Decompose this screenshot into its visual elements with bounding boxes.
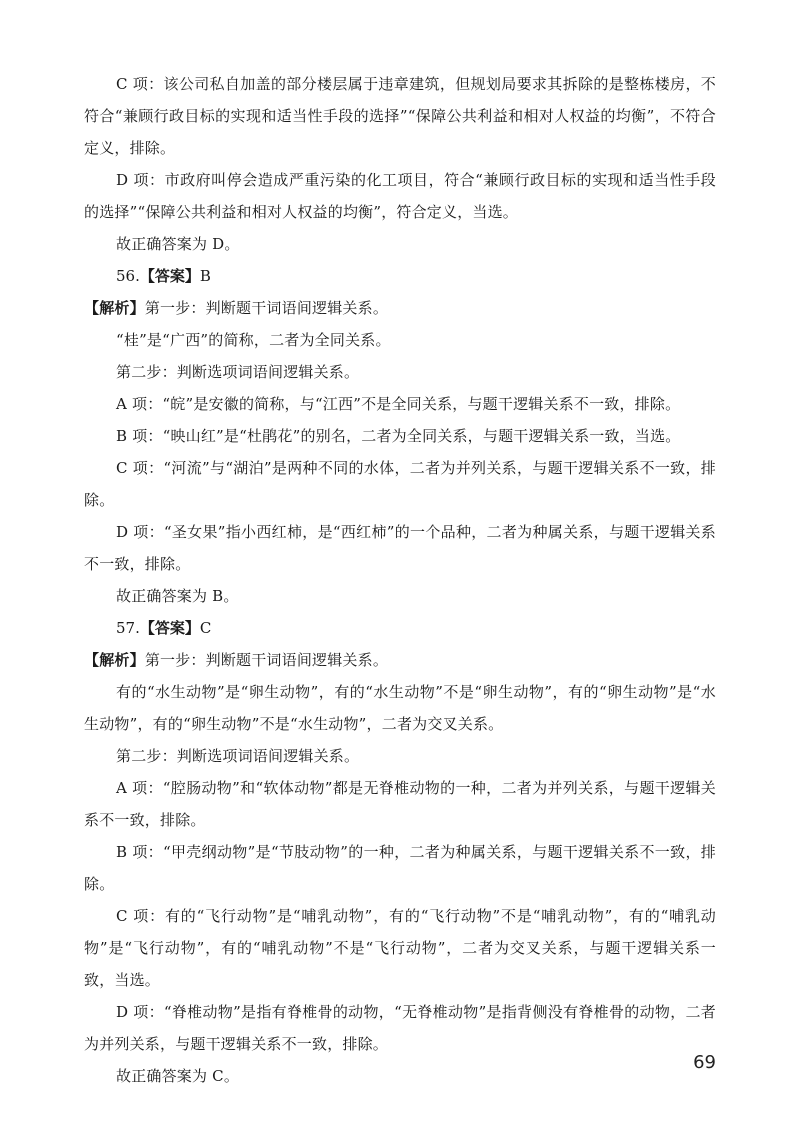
answer-label: 【答案】 [139,267,200,285]
q57-line: C 项：有的“飞行动物”是“哺乳动物”，有的“飞行动物”不是“哺乳动物”，有的“哺乳动物”是“飞行动物”，有的“哺乳动物”不是“飞行动物”，二者为交叉关系，与题干逻辑关系一致，当选。 [84,907,716,989]
question-56-analysis [84,292,716,324]
q57-line: 故正确答案为 C。 [116,1067,240,1085]
q56-line: D 项：“圣女果”指小西红柿，是“西红柿”的一个品种，二者为种属关系，与题干逻辑关系不一致，排除。 [84,523,716,573]
q56-line: C 项：“河流”与“湖泊”是两种不同的水体，二者为并列关系，与题干逻辑关系不一致，排除。 [84,459,716,509]
q56-line: 故正确答案为 B。 [116,587,239,605]
q56-line: “桂”是“广西”的简称，二者为全同关系。 [116,331,391,349]
question-57-answer [84,612,716,644]
paragraph-option-c: C 项：该公司私自加盖的部分楼层属于违章建筑，但规划局要求其拆除的是整栋楼房，不符合“兼顾行政目标的实现和适当性手段的选择”“保障公共利益和相对人权益的均衡”，不符合定义，排除。 [84,75,716,157]
question-56-answer [84,260,716,292]
q57-line: 第二步：判断选项词语间逻辑关系。 [116,747,360,765]
analysis-step1: 第一步：判断题干词语间逻辑关系。 [144,299,389,317]
answer-value: B [199,267,211,285]
q57-line: A 项：“腔肠动物”和“软体动物”都是无脊椎动物的一种，二者为并列关系，与题干逻辑关系不一致，排除。 [84,779,716,829]
analysis-label: 【解析】 [84,299,145,317]
page-number: 69 [693,1052,716,1073]
q57-line: B 项：“甲壳纲动物”是“节肢动物”的一种，二者为种属关系，与题干逻辑关系不一致，排除。 [84,843,716,893]
analysis-step1: 第一步：判断题干词语间逻辑关系。 [144,651,389,669]
answer-value: C [199,619,212,637]
q57-line: D 项：“脊椎动物”是指有脊椎骨的动物，“无脊椎动物”是指背侧没有脊椎骨的动物，二者为并列关系，与题干逻辑关系不一致，排除。 [84,1003,716,1053]
q56-line: A 项：“皖”是安徽的简称，与“江西”不是全同关系，与题干逻辑关系不一致，排除。 [116,395,681,413]
question-number: 56. [116,267,140,285]
question-number: 57. [116,619,140,637]
q56-line: B 项：“映山红”是“杜鹃花”的别名，二者为全同关系，与题干逻辑关系一致，当选。 [116,427,681,445]
answer-label: 【答案】 [139,619,200,637]
paragraph-conclusion: 故正确答案为 D。 [116,235,240,253]
analysis-label: 【解析】 [84,651,145,669]
q56-line: 第二步：判断选项词语间逻辑关系。 [116,363,360,381]
question-57-analysis [84,644,716,676]
paragraph-option-d: D 项：市政府叫停会造成严重污染的化工项目，符合“兼顾行政目标的实现和适当性手段的选择”“保障公共利益和相对人权益的均衡”，符合定义，当选。 [84,171,716,221]
q57-line: 有的“水生动物”是“卵生动物”，有的“水生动物”不是“卵生动物”，有的“卵生动物”是“水生动物”，有的“卵生动物”不是“水生动物”，二者为交叉关系。 [84,683,716,733]
